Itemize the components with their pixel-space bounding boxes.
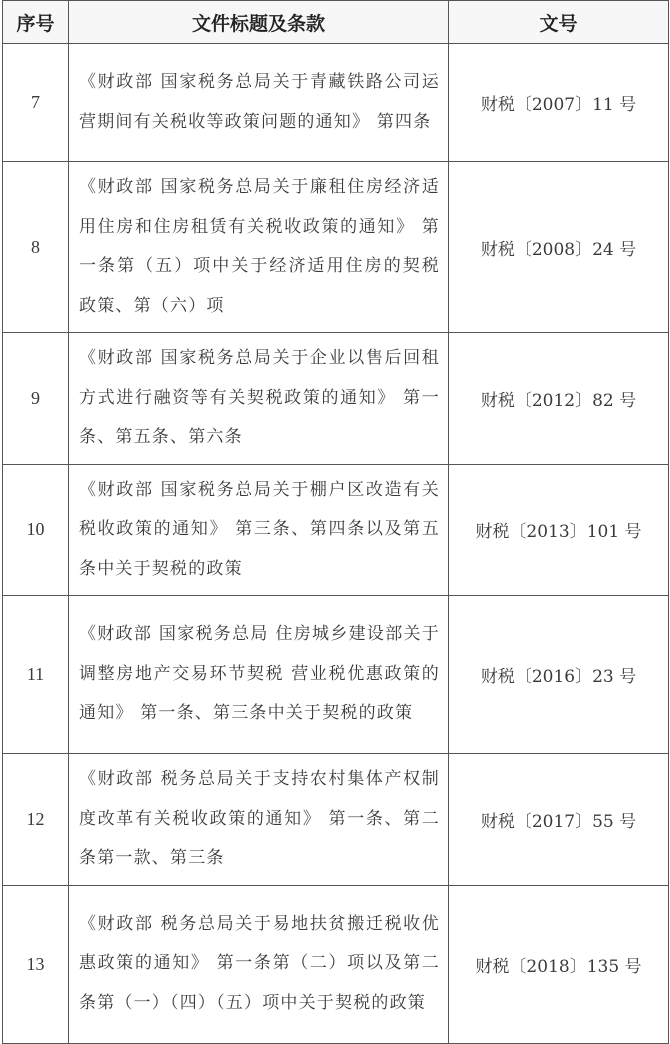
row-serial-number: 9 (3, 333, 69, 465)
row-title-clauses: 《财政部 国家税务总局关于企业以售后回租方式进行融资等有关契税政策的通知》 第一条、第五条、第六条 (69, 333, 449, 465)
row-document-number: 财税〔2013〕101 号 (449, 464, 669, 596)
table-row (3, 885, 669, 1043)
row-serial-number: 7 (3, 44, 69, 162)
row-serial-number: 13 (3, 885, 69, 1043)
table-row (3, 333, 669, 465)
row-document-number: 财税〔2008〕24 号 (449, 162, 669, 333)
table-row (3, 464, 669, 596)
row-document-number: 财税〔2012〕82 号 (449, 333, 669, 465)
row-serial-number: 10 (3, 464, 69, 596)
row-title-clauses: 《财政部 国家税务总局关于青藏铁路公司运营期间有关税收等政策问题的通知》 第四条 (69, 44, 449, 162)
row-title-clauses: 《财政部 税务总局关于支持农村集体产权制度改革有关税收政策的通知》 第一条、第二条第一款、第三条 (69, 754, 449, 886)
row-title-clauses: 《财政部 国家税务总局 住房城乡建设部关于调整房地产交易环节契税 营业税优惠政策的通知》 第一条、第三条中关于契税的政策 (69, 596, 449, 754)
policy-table (2, 0, 669, 1044)
header-document-number: 文号 (449, 1, 669, 44)
row-document-number: 财税〔2016〕23 号 (449, 596, 669, 754)
row-serial-number: 8 (3, 162, 69, 333)
header-serial-number: 序号 (3, 1, 69, 44)
row-document-number: 财税〔2007〕11 号 (449, 44, 669, 162)
table-row (3, 162, 669, 333)
row-serial-number: 12 (3, 754, 69, 886)
row-document-number: 财税〔2018〕135 号 (449, 885, 669, 1043)
row-title-clauses: 《财政部 税务总局关于易地扶贫搬迁税收优惠政策的通知》 第一条第（二）项以及第二条第（一）（四）（五）项中关于契税的政策 (69, 885, 449, 1043)
table-row (3, 754, 669, 886)
row-title-clauses: 《财政部 国家税务总局关于棚户区改造有关税收政策的通知》 第三条、第四条以及第五条中关于契税的政策 (69, 464, 449, 596)
header-document-title: 文件标题及条款 (69, 1, 449, 44)
row-title-clauses: 《财政部 国家税务总局关于廉租住房经济适用住房和住房租赁有关税收政策的通知》 第一条第（五）项中关于经济适用住房的契税政策、第（六）项 (69, 162, 449, 333)
row-document-number: 财税〔2017〕55 号 (449, 754, 669, 886)
table-header-row (3, 1, 669, 44)
row-serial-number: 11 (3, 596, 69, 754)
table-row (3, 596, 669, 754)
table-row (3, 44, 669, 162)
